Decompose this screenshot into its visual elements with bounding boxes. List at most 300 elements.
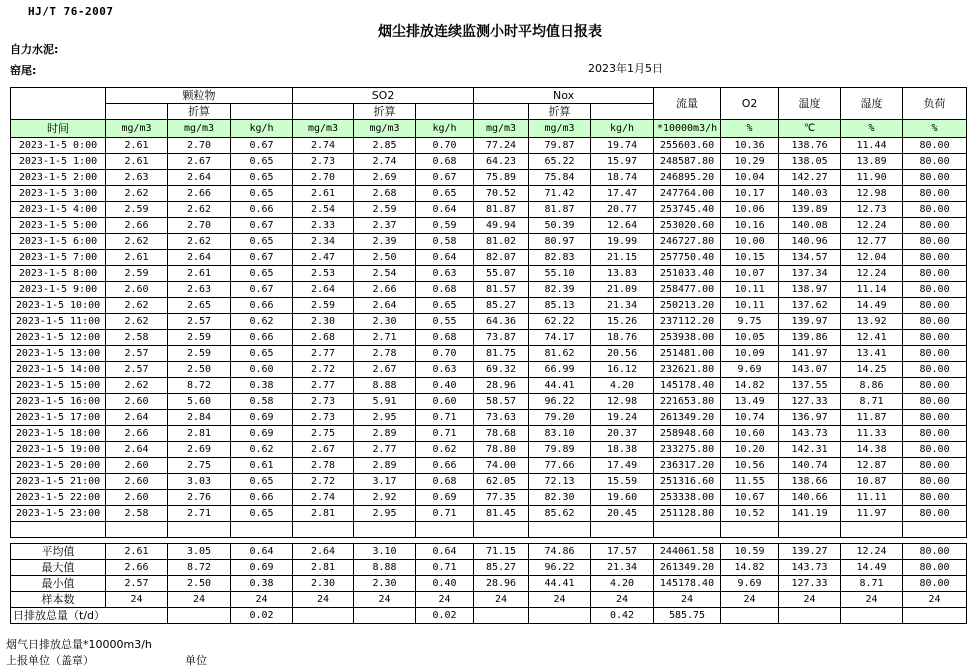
- value-cell: 82.39: [529, 282, 591, 298]
- time-cell: 2023-1-5 21:00: [11, 474, 106, 490]
- group-flow: 流量: [654, 88, 721, 120]
- value-cell: 80.00: [903, 266, 967, 282]
- value-cell: 250213.20: [654, 298, 721, 314]
- value-cell: 13.41: [841, 346, 903, 362]
- value-cell: 81.75: [474, 346, 529, 362]
- table-row: [11, 410, 967, 426]
- value-cell: 246895.20: [654, 170, 721, 186]
- group-so2: SO2: [293, 88, 474, 104]
- value-cell: 13.83: [591, 266, 654, 282]
- value-cell: 2.72: [293, 474, 354, 490]
- table-row: [11, 218, 967, 234]
- value-cell: 0.58: [231, 394, 293, 410]
- table-row: [11, 474, 967, 490]
- value-cell: 2.78: [293, 458, 354, 474]
- value-cell: 247764.00: [654, 186, 721, 202]
- value-cell: 8.88: [354, 378, 416, 394]
- value-cell: 136.97: [779, 410, 841, 426]
- value-cell: 73.87: [474, 330, 529, 346]
- converted-label-pm: 折算: [168, 104, 231, 120]
- value-cell: 5.91: [354, 394, 416, 410]
- value-cell: 21.15: [591, 250, 654, 266]
- value-cell: 0.60: [416, 394, 474, 410]
- value-cell: 253938.00: [654, 330, 721, 346]
- value-cell: 2.54: [293, 202, 354, 218]
- value-cell: 10.29: [721, 154, 779, 170]
- value-cell: 10.09: [721, 346, 779, 362]
- value-cell: 15.26: [591, 314, 654, 330]
- value-cell: 251128.80: [654, 506, 721, 522]
- value-cell: 3.05: [168, 544, 231, 560]
- table-row: [11, 202, 967, 218]
- table-row: [11, 170, 967, 186]
- value-cell: 2.62: [168, 234, 231, 250]
- value-cell: 2.61: [106, 138, 168, 154]
- value-cell: 2.81: [293, 560, 354, 576]
- value-cell: 2.73: [293, 394, 354, 410]
- value-cell: 140.66: [779, 490, 841, 506]
- value-cell: 2.75: [168, 458, 231, 474]
- value-cell: 24: [591, 592, 654, 608]
- value-cell: 10.20: [721, 442, 779, 458]
- value-cell: 10.56: [721, 458, 779, 474]
- value-cell: 2.68: [293, 330, 354, 346]
- unit-cell: kg/h: [416, 120, 474, 138]
- value-cell: 2.74: [293, 490, 354, 506]
- value-cell: 2.64: [106, 410, 168, 426]
- time-cell: 2023-1-5 14:00: [11, 362, 106, 378]
- value-cell: 2.66: [106, 560, 168, 576]
- value-cell: 2.66: [168, 186, 231, 202]
- value-cell: 4.20: [591, 576, 654, 592]
- page-title: 烟尘排放连续监测小时平均值日报表: [378, 24, 602, 40]
- value-cell: 2.73: [293, 410, 354, 426]
- time-cell: 2023-1-5 12:00: [11, 330, 106, 346]
- value-cell: 12.04: [841, 250, 903, 266]
- blank-cell: [11, 522, 106, 538]
- value-cell: 0.70: [416, 346, 474, 362]
- value-cell: [779, 608, 841, 624]
- time-cell: 2023-1-5 8:00: [11, 266, 106, 282]
- table-row: [11, 282, 967, 298]
- value-cell: 12.24: [841, 218, 903, 234]
- value-cell: 236317.20: [654, 458, 721, 474]
- value-cell: 138.66: [779, 474, 841, 490]
- value-cell: 8.71: [841, 576, 903, 592]
- value-cell: 2.59: [354, 202, 416, 218]
- value-cell: 80.00: [903, 202, 967, 218]
- blank-cell: [721, 522, 779, 538]
- unit-row: [11, 120, 967, 138]
- value-cell: 2.59: [168, 346, 231, 362]
- value-cell: 141.19: [779, 506, 841, 522]
- value-cell: 17.57: [591, 544, 654, 560]
- value-cell: 2.59: [106, 202, 168, 218]
- value-cell: 11.90: [841, 170, 903, 186]
- value-cell: 80.00: [903, 250, 967, 266]
- value-cell: 0.65: [231, 154, 293, 170]
- value-cell: 0.67: [231, 282, 293, 298]
- blank-cell: [293, 104, 354, 120]
- value-cell: 2.60: [106, 282, 168, 298]
- value-cell: 14.82: [721, 560, 779, 576]
- group-load: 负荷: [903, 88, 967, 120]
- value-cell: 2.62: [168, 202, 231, 218]
- value-cell: 261349.20: [654, 410, 721, 426]
- blank-cell: [903, 522, 967, 538]
- value-cell: 12.98: [841, 186, 903, 202]
- value-cell: 2.58: [106, 330, 168, 346]
- table-row: [11, 154, 967, 170]
- value-cell: 140.03: [779, 186, 841, 202]
- value-cell: 13.89: [841, 154, 903, 170]
- value-cell: 0.58: [416, 234, 474, 250]
- value-cell: 2.84: [168, 410, 231, 426]
- daily-total-label: 日排放总量（t/d）: [11, 608, 168, 624]
- value-cell: 70.52: [474, 186, 529, 202]
- table-row: [11, 330, 967, 346]
- value-cell: 253020.60: [654, 218, 721, 234]
- value-cell: 0.69: [231, 410, 293, 426]
- value-cell: 2.57: [168, 314, 231, 330]
- unit-cell: mg/m3: [474, 120, 529, 138]
- value-cell: 20.56: [591, 346, 654, 362]
- value-cell: 137.55: [779, 378, 841, 394]
- value-cell: 137.62: [779, 298, 841, 314]
- value-cell: 0.68: [416, 154, 474, 170]
- value-cell: 2.85: [354, 138, 416, 154]
- value-cell: 96.22: [529, 560, 591, 576]
- time-cell: 2023-1-5 7:00: [11, 250, 106, 266]
- value-cell: 2.59: [168, 330, 231, 346]
- value-cell: 80.00: [903, 378, 967, 394]
- value-cell: 2.61: [106, 544, 168, 560]
- value-cell: 2.30: [354, 576, 416, 592]
- value-cell: 24: [841, 592, 903, 608]
- value-cell: 20.45: [591, 506, 654, 522]
- value-cell: [168, 608, 231, 624]
- value-cell: [841, 608, 903, 624]
- value-cell: 80.00: [903, 314, 967, 330]
- blank-cell: [416, 104, 474, 120]
- time-cell: 2023-1-5 11:00: [11, 314, 106, 330]
- value-cell: 11.87: [841, 410, 903, 426]
- converted-label-nox: 折算: [529, 104, 591, 120]
- value-cell: 139.89: [779, 202, 841, 218]
- value-cell: 2.66: [106, 426, 168, 442]
- value-cell: 10.04: [721, 170, 779, 186]
- value-cell: 80.00: [903, 138, 967, 154]
- value-cell: 2.47: [293, 250, 354, 266]
- value-cell: 2.30: [354, 314, 416, 330]
- value-cell: 8.88: [354, 560, 416, 576]
- value-cell: 142.27: [779, 170, 841, 186]
- value-cell: 0.71: [416, 410, 474, 426]
- value-cell: 50.39: [529, 218, 591, 234]
- value-cell: 258948.60: [654, 426, 721, 442]
- time-cell: 2023-1-5 2:00: [11, 170, 106, 186]
- table-row: [11, 506, 967, 522]
- value-cell: 64.23: [474, 154, 529, 170]
- unit-cell: mg/m3: [293, 120, 354, 138]
- value-cell: 3.17: [354, 474, 416, 490]
- value-cell: 10.11: [721, 298, 779, 314]
- table-row: [11, 362, 967, 378]
- value-cell: 261349.20: [654, 560, 721, 576]
- footer-flue-gas-total: 烟气日排放总量*10000m3/h: [6, 638, 152, 651]
- value-cell: 8.71: [841, 394, 903, 410]
- group-temperature: 温度: [779, 88, 841, 120]
- value-cell: 80.00: [903, 426, 967, 442]
- unit-cell: %: [721, 120, 779, 138]
- value-cell: 10.60: [721, 426, 779, 442]
- value-cell: 19.99: [591, 234, 654, 250]
- unit-cell: *10000m3/h: [654, 120, 721, 138]
- value-cell: 11.11: [841, 490, 903, 506]
- value-cell: 0.67: [231, 218, 293, 234]
- value-cell: 79.87: [529, 138, 591, 154]
- value-cell: 18.38: [591, 442, 654, 458]
- value-cell: 2.64: [168, 250, 231, 266]
- value-cell: 2.59: [293, 298, 354, 314]
- value-cell: 10.17: [721, 186, 779, 202]
- value-cell: 14.82: [721, 378, 779, 394]
- value-cell: 74.17: [529, 330, 591, 346]
- value-cell: 0.40: [416, 576, 474, 592]
- value-cell: 0.71: [416, 506, 474, 522]
- time-cell: 2023-1-5 0:00: [11, 138, 106, 154]
- value-cell: 10.74: [721, 410, 779, 426]
- value-cell: 3.03: [168, 474, 231, 490]
- blank-cell: [11, 88, 106, 120]
- value-cell: 14.49: [841, 298, 903, 314]
- value-cell: 15.97: [591, 154, 654, 170]
- summary-label: 平均值: [11, 544, 106, 560]
- value-cell: 2.30: [293, 576, 354, 592]
- summary-label: 样本数: [11, 592, 106, 608]
- value-cell: 2.33: [293, 218, 354, 234]
- value-cell: [354, 608, 416, 624]
- main-table: [10, 87, 967, 538]
- value-cell: 2.59: [106, 266, 168, 282]
- group-particulate: 颗粒物: [106, 88, 293, 104]
- value-cell: 0.55: [416, 314, 474, 330]
- value-cell: 2.73: [293, 154, 354, 170]
- value-cell: 143.73: [779, 426, 841, 442]
- value-cell: 77.35: [474, 490, 529, 506]
- value-cell: 2.76: [168, 490, 231, 506]
- value-cell: 0.38: [231, 378, 293, 394]
- value-cell: 2.68: [354, 186, 416, 202]
- value-cell: 2.70: [168, 218, 231, 234]
- value-cell: 24: [416, 592, 474, 608]
- value-cell: 65.22: [529, 154, 591, 170]
- summary-row: [11, 576, 967, 592]
- value-cell: 2.89: [354, 458, 416, 474]
- value-cell: 64.36: [474, 314, 529, 330]
- value-cell: 2.72: [293, 362, 354, 378]
- value-cell: 2.74: [293, 138, 354, 154]
- time-cell: 2023-1-5 9:00: [11, 282, 106, 298]
- value-cell: 10.11: [721, 282, 779, 298]
- value-cell: 80.00: [903, 410, 967, 426]
- value-cell: 80.00: [903, 282, 967, 298]
- time-cell: 2023-1-5 15:00: [11, 378, 106, 394]
- value-cell: 21.34: [591, 560, 654, 576]
- value-cell: 19.74: [591, 138, 654, 154]
- value-cell: 80.00: [903, 154, 967, 170]
- value-cell: 21.09: [591, 282, 654, 298]
- value-cell: 2.53: [293, 266, 354, 282]
- time-cell: 2023-1-5 18:00: [11, 426, 106, 442]
- value-cell: 127.33: [779, 394, 841, 410]
- value-cell: 585.75: [654, 608, 721, 624]
- summary-label: 最大值: [11, 560, 106, 576]
- value-cell: 0.69: [231, 426, 293, 442]
- table-row: [11, 378, 967, 394]
- blank-cell: [293, 522, 354, 538]
- value-cell: 2.70: [168, 138, 231, 154]
- value-cell: 237112.20: [654, 314, 721, 330]
- summary-rows: [11, 544, 967, 624]
- value-cell: 13.49: [721, 394, 779, 410]
- value-cell: 2.71: [354, 330, 416, 346]
- value-cell: 138.05: [779, 154, 841, 170]
- value-cell: 75.89: [474, 170, 529, 186]
- value-cell: 2.62: [106, 298, 168, 314]
- value-cell: 0.64: [416, 250, 474, 266]
- value-cell: 2.77: [354, 442, 416, 458]
- table-row: [11, 394, 967, 410]
- value-cell: 0.02: [231, 608, 293, 624]
- value-cell: 2.95: [354, 506, 416, 522]
- blank-cell: [231, 104, 293, 120]
- value-cell: 2.81: [293, 506, 354, 522]
- value-cell: 73.63: [474, 410, 529, 426]
- value-cell: 80.00: [903, 506, 967, 522]
- value-cell: 0.67: [231, 250, 293, 266]
- value-cell: 140.96: [779, 234, 841, 250]
- value-cell: 80.00: [903, 346, 967, 362]
- value-cell: 137.34: [779, 266, 841, 282]
- value-cell: 81.02: [474, 234, 529, 250]
- value-cell: 2.62: [106, 186, 168, 202]
- value-cell: 10.00: [721, 234, 779, 250]
- value-cell: 85.62: [529, 506, 591, 522]
- blank-cell: [106, 522, 168, 538]
- value-cell: 134.57: [779, 250, 841, 266]
- table-row: [11, 490, 967, 506]
- value-cell: 0.59: [416, 218, 474, 234]
- value-cell: 251316.60: [654, 474, 721, 490]
- table-area: [10, 87, 967, 624]
- blank-cell: [474, 522, 529, 538]
- value-cell: 233275.80: [654, 442, 721, 458]
- value-cell: 80.00: [903, 458, 967, 474]
- value-cell: 2.64: [168, 170, 231, 186]
- value-cell: 80.00: [903, 234, 967, 250]
- value-cell: 145178.40: [654, 576, 721, 592]
- value-cell: 2.77: [293, 346, 354, 362]
- value-cell: 244061.58: [654, 544, 721, 560]
- summary-row: [11, 560, 967, 576]
- value-cell: 20.77: [591, 202, 654, 218]
- value-cell: 83.10: [529, 426, 591, 442]
- value-cell: 74.00: [474, 458, 529, 474]
- value-cell: 0.70: [416, 138, 474, 154]
- value-cell: 0.63: [416, 362, 474, 378]
- value-cell: 0.66: [231, 490, 293, 506]
- value-cell: 49.94: [474, 218, 529, 234]
- value-cell: 17.49: [591, 458, 654, 474]
- value-cell: 78.68: [474, 426, 529, 442]
- value-cell: [474, 608, 529, 624]
- value-cell: 12.87: [841, 458, 903, 474]
- value-cell: 4.20: [591, 378, 654, 394]
- blank-cell: [231, 522, 293, 538]
- value-cell: 2.57: [106, 346, 168, 362]
- value-cell: 0.65: [231, 346, 293, 362]
- value-cell: 0.64: [416, 544, 474, 560]
- value-cell: 2.60: [106, 394, 168, 410]
- value-cell: 24: [529, 592, 591, 608]
- blank-cell: [841, 522, 903, 538]
- value-cell: 5.60: [168, 394, 231, 410]
- value-cell: 9.69: [721, 576, 779, 592]
- value-cell: 2.64: [106, 442, 168, 458]
- value-cell: 18.76: [591, 330, 654, 346]
- value-cell: 253338.00: [654, 490, 721, 506]
- value-cell: 10.07: [721, 266, 779, 282]
- value-cell: 16.12: [591, 362, 654, 378]
- table-row: [11, 314, 967, 330]
- summary-label: 最小值: [11, 576, 106, 592]
- value-cell: 80.00: [903, 170, 967, 186]
- value-cell: 17.47: [591, 186, 654, 202]
- value-cell: 80.00: [903, 442, 967, 458]
- value-cell: 0.61: [231, 458, 293, 474]
- value-cell: 2.34: [293, 234, 354, 250]
- value-cell: 248587.80: [654, 154, 721, 170]
- value-cell: 0.66: [416, 458, 474, 474]
- group-humidity: 湿度: [841, 88, 903, 120]
- value-cell: 24: [293, 592, 354, 608]
- value-cell: 140.74: [779, 458, 841, 474]
- value-cell: 10.05: [721, 330, 779, 346]
- value-cell: 10.59: [721, 544, 779, 560]
- value-cell: 2.62: [106, 234, 168, 250]
- value-cell: 139.97: [779, 314, 841, 330]
- value-cell: 2.92: [354, 490, 416, 506]
- value-cell: 0.69: [231, 560, 293, 576]
- value-cell: 85.13: [529, 298, 591, 314]
- value-cell: 141.97: [779, 346, 841, 362]
- time-cell: 2023-1-5 16:00: [11, 394, 106, 410]
- value-cell: 2.66: [106, 218, 168, 234]
- value-cell: 0.40: [416, 378, 474, 394]
- value-cell: 62.22: [529, 314, 591, 330]
- value-cell: 9.69: [721, 362, 779, 378]
- value-cell: 2.50: [168, 362, 231, 378]
- table-row: [11, 426, 967, 442]
- value-cell: 58.57: [474, 394, 529, 410]
- time-cell: 2023-1-5 5:00: [11, 218, 106, 234]
- value-cell: 72.13: [529, 474, 591, 490]
- value-cell: 253745.40: [654, 202, 721, 218]
- value-cell: 20.37: [591, 426, 654, 442]
- value-cell: 81.57: [474, 282, 529, 298]
- time-cell: 2023-1-5 3:00: [11, 186, 106, 202]
